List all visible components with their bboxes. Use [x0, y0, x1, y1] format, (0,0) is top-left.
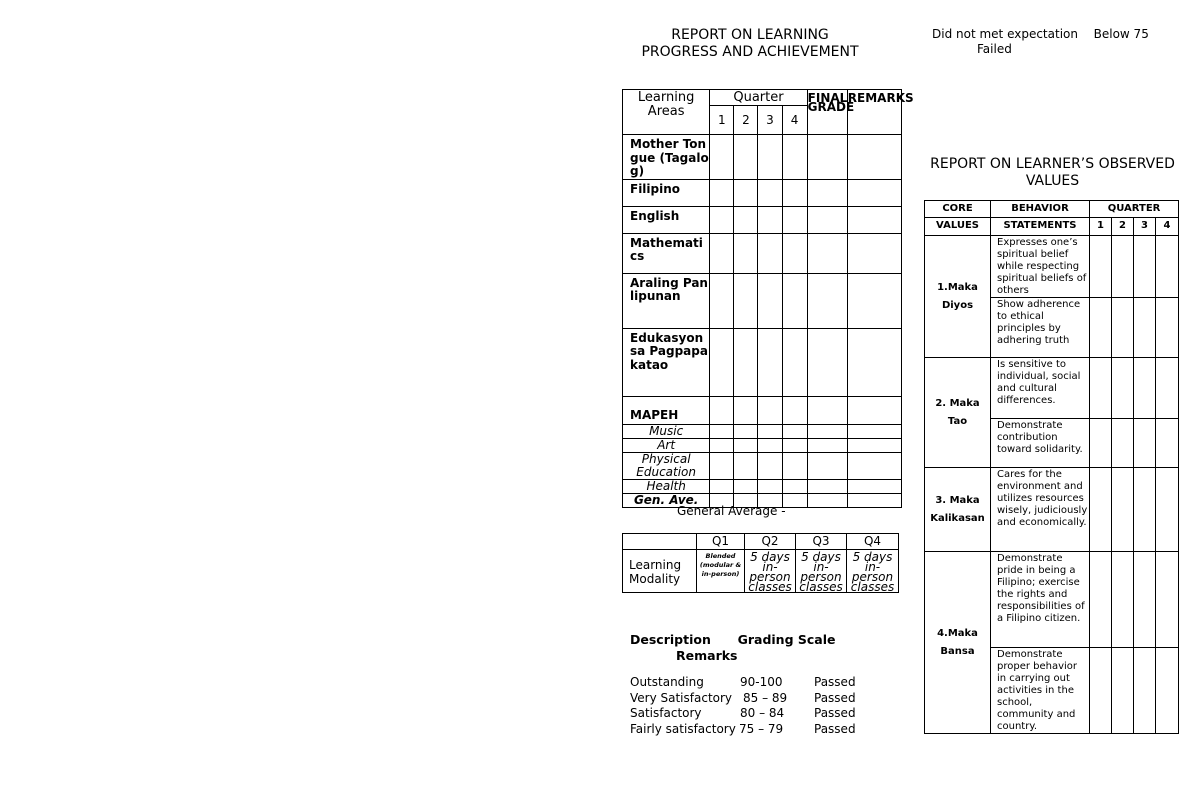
modality-q4-value: 5 days in-person classes — [847, 550, 899, 593]
learning-progress-table — [622, 89, 914, 508]
remarks-header: REMARKS — [847, 90, 901, 135]
did-not-meet-scale: Below 75 — [1093, 27, 1149, 41]
table-row — [623, 424, 902, 438]
quarter-2-header: 2 — [734, 106, 758, 135]
values-quarter-4-header: 4 — [1156, 218, 1179, 236]
list-item: Very Satisfactory 85 – 89 Passed — [630, 690, 856, 705]
modality-q3-value: 5 days in-person classes — [796, 550, 847, 593]
learning-modality-label: Learning Modality — [623, 550, 697, 593]
table-row — [623, 273, 902, 328]
behavior-header: BEHAVIOR — [991, 201, 1090, 218]
did-not-meet-remarks: Failed — [977, 42, 1012, 56]
learning-areas-header: Learning Areas — [623, 90, 710, 135]
subject-label: Edukasyon sa Pagpapakatao — [623, 328, 710, 396]
modality-q3-header: Q3 — [796, 534, 847, 550]
grading-scale-legend — [630, 632, 856, 737]
table-row — [623, 135, 902, 180]
core-value-label: 3. Maka Kalikasan — [925, 468, 991, 552]
list-item: Satisfactory 80 – 84 Passed — [630, 706, 856, 720]
subject-label: MAPEH — [623, 396, 710, 424]
general-average-label: General Average - — [677, 504, 786, 518]
description-header: Description — [630, 632, 711, 647]
values-quarter-2-header: 2 — [1112, 218, 1134, 236]
subject-label: Filipino — [623, 179, 710, 206]
remarks-header: Remarks — [676, 647, 738, 663]
table-row — [623, 438, 902, 452]
behavior-statement: Is sensitive to individual, social and cultural differences. — [991, 358, 1090, 419]
behavior-statement: Cares for the environment and utilizes resources wisely, judiciously and economically. — [991, 468, 1090, 552]
table-row — [623, 479, 902, 493]
modality-q4-header: Q4 — [847, 534, 899, 550]
quarter-4-header: 4 — [782, 106, 807, 135]
general-average-row-label: Gen. Ave. — [623, 493, 710, 507]
mapeh-component-label: Music — [623, 424, 710, 438]
table-row — [623, 452, 902, 479]
behavior-statement: Expresses one’s spiritual belief while respecting spiritual beliefs of others — [991, 236, 1090, 298]
values-header: VALUES — [925, 218, 991, 236]
list-item: Fairly satisfactory 75 – 79 Passed — [630, 721, 856, 736]
subject-label: Araling Panlipunan — [623, 273, 710, 328]
core-header: CORE — [925, 201, 991, 218]
subject-label: English — [623, 206, 710, 233]
subject-label: Mother Tongue (Tagalog) — [623, 135, 710, 180]
behavior-statement: Demonstrate contribution toward solidarity. — [991, 419, 1090, 468]
modality-q1-value: Blended (modular & in-person) — [697, 550, 745, 593]
observed-values-table — [924, 200, 1179, 734]
quarter-1-header: 1 — [710, 106, 734, 135]
table-row — [623, 206, 902, 233]
values-quarter-3-header: 3 — [1134, 218, 1156, 236]
did-not-meet-description: Did not met expectation — [932, 27, 1078, 41]
progress-report-title: REPORT ON LEARNING PROGRESS AND ACHIEVEMENT — [641, 27, 859, 60]
modality-q2-value: 5 days in-person classes — [745, 550, 796, 593]
subject-label: Mathematics — [623, 233, 710, 273]
table-row — [623, 396, 902, 424]
quarter-header: Quarter — [710, 90, 807, 106]
quarter-3-header: 3 — [758, 106, 782, 135]
observed-values-title: REPORT ON LEARNER’S OBSERVED VALUES — [930, 156, 1175, 189]
mapeh-component-label: Art — [623, 438, 710, 452]
behavior-statement: Demonstrate pride in being a Filipino; exercise the rights and responsibilities of a Filipino citizen. — [991, 552, 1090, 648]
table-row — [623, 179, 902, 206]
did-not-meet-legend — [932, 27, 1149, 57]
table-row — [925, 358, 1179, 419]
behavior-statement: Show adherence to ethical principles by adhering truth — [991, 298, 1090, 358]
mapeh-component-label: Health — [623, 479, 710, 493]
core-value-label: 2. Maka Tao — [925, 358, 991, 468]
mapeh-component-label: Physical Education — [623, 452, 710, 479]
grading-scale-header: Grading Scale — [737, 632, 836, 647]
list-item: Outstanding 90-100 Passed — [630, 675, 856, 689]
core-value-label: 4.Maka Bansa — [925, 552, 991, 734]
table-row — [925, 468, 1179, 552]
table-row — [925, 236, 1179, 298]
table-row — [623, 328, 902, 396]
learning-modality-table — [622, 533, 899, 593]
modality-q2-header: Q2 — [745, 534, 796, 550]
final-grade-header: FINAL GRADE — [807, 90, 847, 135]
values-quarter-1-header: 1 — [1090, 218, 1112, 236]
behavior-statement: Demonstrate proper behavior in carrying out activities in the school, community and country. — [991, 648, 1090, 734]
modality-q1-header: Q1 — [697, 534, 745, 550]
statements-header: STATEMENTS — [991, 218, 1090, 236]
table-row — [925, 552, 1179, 648]
core-value-label: 1.Maka Diyos — [925, 236, 991, 358]
values-quarter-header: QUARTER — [1090, 201, 1179, 218]
table-row — [623, 233, 902, 273]
